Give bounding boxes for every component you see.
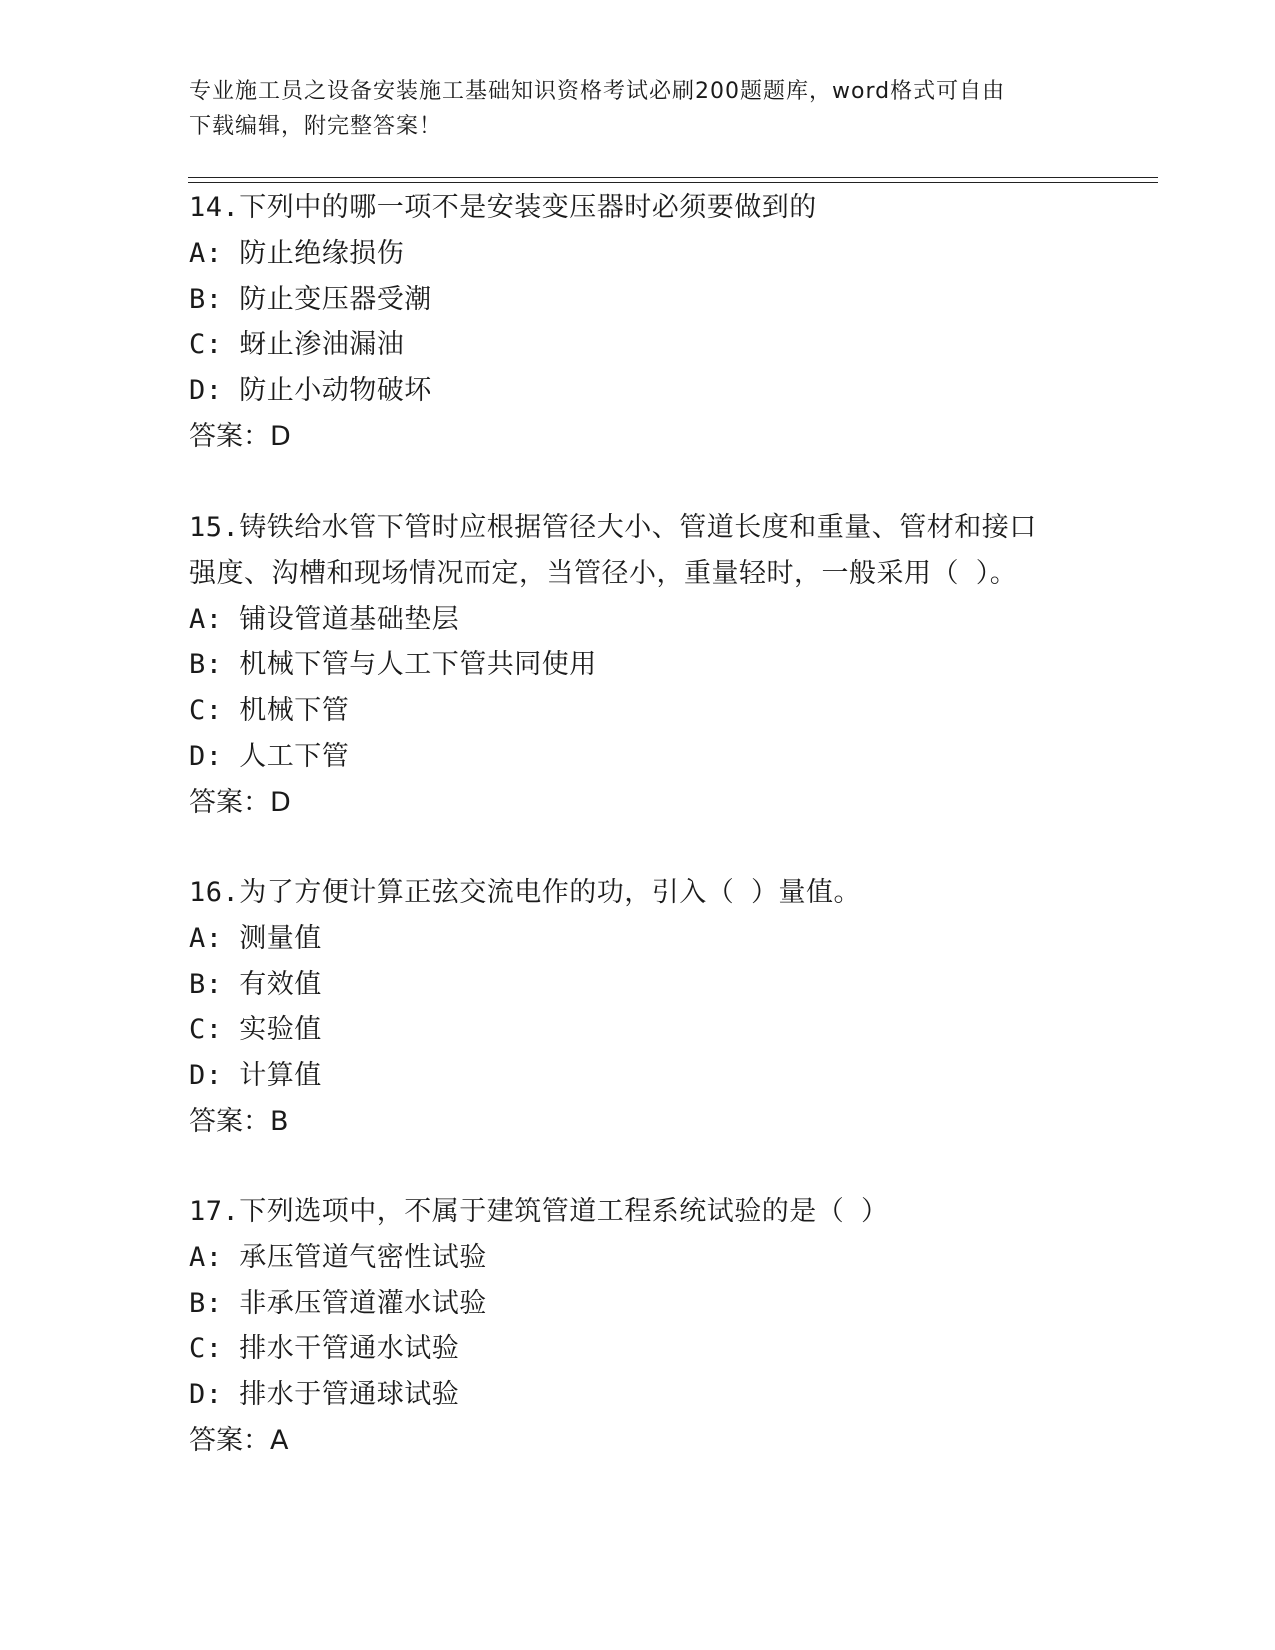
option-c: C: 排水干管通水试验: [189, 1333, 460, 1365]
option-d: D: 排水于管通球试验: [189, 1379, 460, 1411]
answer-line: 答案：D: [189, 420, 291, 452]
option-b: B: 有效值: [189, 968, 322, 1000]
option-a: A: 铺设管道基础垫层: [189, 603, 460, 635]
option-c: C: 机械下管: [189, 695, 350, 727]
option-a: A: 承压管道气密性试验: [189, 1241, 487, 1273]
question-stem-line-1: 15.铸铁给水管下管时应根据管径大小、管道长度和重量、管材和接口: [189, 512, 1037, 543]
option-d: D: 人工下管: [189, 740, 350, 772]
option-a: A: 测量值: [189, 922, 322, 954]
header-divider-top: [188, 177, 1158, 178]
answer-line: 答案：D: [189, 786, 291, 818]
option-b: B: 防止变压器受潮: [189, 283, 432, 315]
answer-line: 答案：A: [189, 1424, 289, 1456]
option-c: C: 蚜止渗油漏油: [189, 329, 405, 361]
option-a: A: 防止绝缘损伤: [189, 237, 405, 269]
question-17: [189, 1189, 1089, 1464]
option-d: D: 计算值: [189, 1060, 322, 1092]
question-stem: 16.为了方便计算正弦交流电作的功，引入（ ）量值。: [189, 877, 862, 908]
question-15: [189, 505, 1089, 826]
question-stem: 17.下列选项中，不属于建筑管道工程系统试验的是（ ）: [189, 1196, 889, 1227]
option-d: D: 防止小动物破坏: [189, 375, 432, 407]
question-stem-line-2: 强度、沟槽和现场情况而定，当管径小，重量轻时，一般采用（ ）。: [189, 557, 1018, 589]
option-b: B: 非承压管道灌水试验: [189, 1287, 487, 1319]
option-b: B: 机械下管与人工下管共同使用: [189, 649, 597, 681]
question-14: [189, 185, 1089, 460]
header-line-2: 下载编辑，附完整答案！: [189, 114, 443, 139]
answer-line: 答案：B: [189, 1105, 289, 1137]
option-c: C: 实验值: [189, 1014, 322, 1046]
document-header: [189, 74, 1089, 144]
header-line-1: 专业施工员之设备安装施工基础知识资格考试必刷200题题库，word格式可自由: [189, 79, 1006, 104]
header-divider-bottom: [188, 182, 1158, 183]
question-stem: 14.下列中的哪一项不是安装变压器时必须要做到的: [189, 192, 817, 223]
question-16: [189, 870, 1089, 1145]
